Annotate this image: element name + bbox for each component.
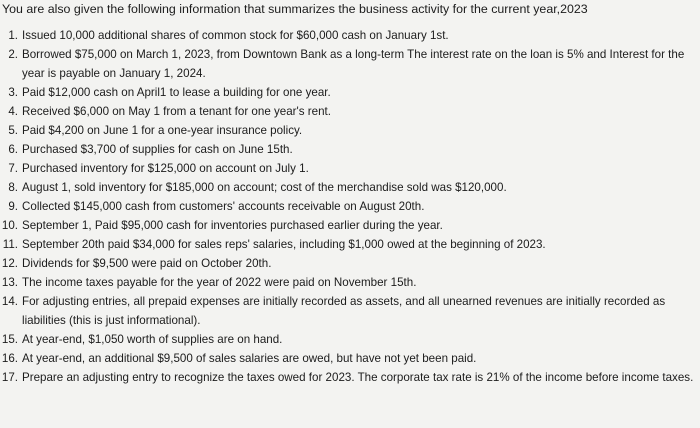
item-number: 16. xyxy=(1,352,18,365)
list-item xyxy=(2,45,694,83)
item-text: For adjusting entries, all prepaid expenses are initially recorded as assets, and all unearned revenues are initially recorded as liabilities (this is just informational). xyxy=(22,295,666,327)
item-number: 10. xyxy=(1,219,18,232)
item-number: 6. xyxy=(8,143,18,156)
list-item xyxy=(2,292,694,330)
item-number: 13. xyxy=(1,276,18,289)
item-text: Paid $12,000 cash on April1 to lease a building for one year. xyxy=(22,86,331,99)
item-text: September 1, Paid $95,000 cash for inventories purchased earlier during the year. xyxy=(22,219,443,232)
item-text: Borrowed $75,000 on March 1, 2023, from Downtown Bank as a long-term The interest rate on the loan is 5% and Interest for the year is payable on January 1, 2024. xyxy=(22,48,685,80)
item-number: 14. xyxy=(1,295,18,308)
item-text: At year-end, $1,050 worth of supplies are on hand. xyxy=(22,333,283,346)
intro-text: You are also given the following information that summarizes the business activity for the current year,2023 xyxy=(2,2,588,16)
item-text: Collected $145,000 cash from customers' accounts receivable on August 20th. xyxy=(22,200,425,213)
list-item xyxy=(2,140,694,159)
item-number: 5. xyxy=(8,124,18,137)
list-item xyxy=(2,368,694,387)
item-text: September 20th paid $34,000 for sales reps' salaries, including $1,000 owed at the beginning of 2023. xyxy=(22,238,546,251)
item-number: 12. xyxy=(1,257,18,270)
item-text: Received $6,000 on May 1 from a tenant for one year's rent. xyxy=(22,105,331,118)
item-text: Prepare an adjusting entry to recognize the taxes owed for 2023. The corporate tax rate is 21% of the income before income taxes. xyxy=(22,371,694,384)
item-number: 3. xyxy=(8,86,18,99)
item-number: 15. xyxy=(1,333,18,346)
item-number: 1. xyxy=(8,29,18,42)
item-text: Purchased $3,700 of supplies for cash on June 15th. xyxy=(22,143,293,156)
list-item xyxy=(2,121,694,140)
list-item xyxy=(2,349,694,368)
list-item xyxy=(2,102,694,121)
item-text: Paid $4,200 on June 1 for a one-year insurance policy. xyxy=(22,124,303,137)
item-text: Dividends for $9,500 were paid on October 20th. xyxy=(22,257,272,270)
list-item xyxy=(2,159,694,178)
item-text: Purchased inventory for $125,000 on account on July 1. xyxy=(22,162,309,175)
list-item xyxy=(2,254,694,273)
list-item xyxy=(2,216,694,235)
item-number: 4. xyxy=(8,105,18,118)
list-item xyxy=(2,26,694,45)
list-item xyxy=(2,330,694,349)
item-number: 11. xyxy=(2,238,18,251)
item-text: At year-end, an additional $9,500 of sales salaries are owed, but have not yet been paid. xyxy=(22,352,477,365)
item-number: 7. xyxy=(8,162,18,175)
list-item xyxy=(2,83,694,102)
list-item xyxy=(2,273,694,292)
item-text: Issued 10,000 additional shares of common stock for $60,000 cash on January 1st. xyxy=(22,29,449,42)
list-item xyxy=(2,235,694,254)
item-number: 2. xyxy=(8,48,18,61)
activity-list xyxy=(2,26,694,387)
item-number: 8. xyxy=(8,181,18,194)
item-number: 9. xyxy=(8,200,18,213)
item-text: August 1, sold inventory for $185,000 on account; cost of the merchandise sold was $120,000. xyxy=(22,181,507,194)
list-item xyxy=(2,197,694,216)
item-number: 17. xyxy=(1,371,18,384)
list-item xyxy=(2,178,694,197)
item-text: The income taxes payable for the year of 2022 were paid on November 15th. xyxy=(22,276,417,289)
